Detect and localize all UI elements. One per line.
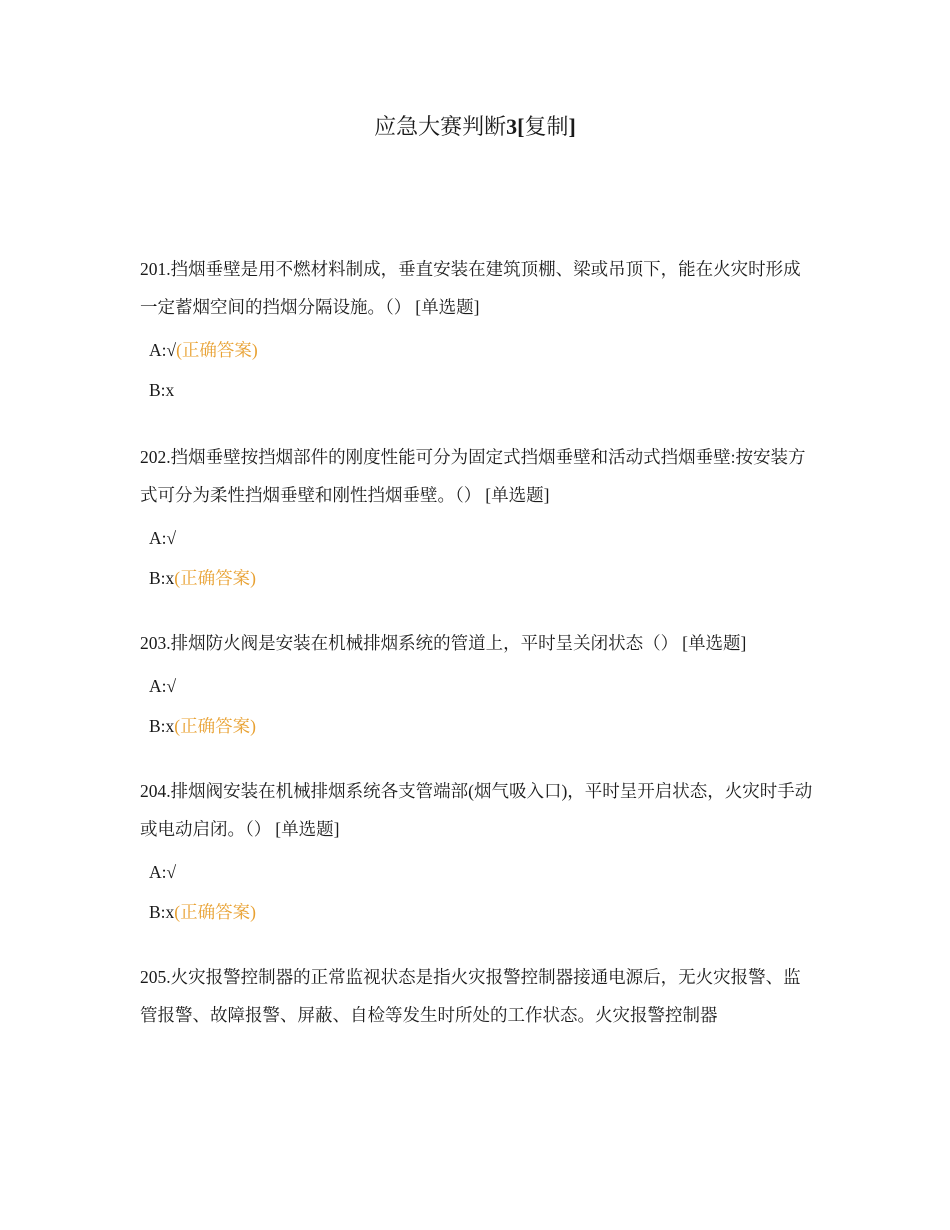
correct-answer-note: (正确答案) bbox=[174, 716, 256, 736]
option-b[interactable] bbox=[149, 892, 815, 932]
question-type-tag: [单选题] bbox=[682, 633, 747, 653]
title-prefix: 应急大赛判断 bbox=[374, 114, 507, 139]
question-text: 203.排烟防火阀是安装在机械排烟系统的管道上，平时呈关闭状态（） bbox=[140, 633, 679, 653]
option-list bbox=[149, 666, 815, 746]
title-copy-label: 复制 bbox=[524, 114, 569, 139]
option-label: A:√ bbox=[149, 528, 177, 548]
question-stem bbox=[140, 772, 815, 848]
option-b[interactable] bbox=[149, 706, 815, 746]
option-label: B:x bbox=[149, 380, 175, 400]
page-title bbox=[0, 112, 950, 142]
question-203 bbox=[140, 624, 815, 746]
option-b[interactable] bbox=[149, 370, 815, 410]
correct-answer-note: (正确答案) bbox=[176, 340, 258, 360]
question-type-tag: [单选题] bbox=[415, 297, 480, 317]
option-list bbox=[149, 330, 815, 410]
option-a[interactable] bbox=[149, 666, 815, 706]
question-text: 204.排烟阀安装在机械排烟系统各支管端部(烟气吸入口)，平时呈开启状态，火灾时手动或电动启闭。（） bbox=[140, 781, 813, 839]
question-204 bbox=[140, 772, 815, 932]
option-a[interactable] bbox=[149, 330, 815, 370]
question-text: 205.火灾报警控制器的正常监视状态是指火灾报警控制器接通电源后，无火灾报警、监管报警、故障报警、屏蔽、自检等发生时所处的工作状态。火灾报警控制器 bbox=[140, 967, 801, 1025]
option-b[interactable] bbox=[149, 558, 815, 598]
question-stem bbox=[140, 250, 815, 326]
question-stem bbox=[140, 624, 815, 662]
question-list bbox=[140, 250, 815, 1034]
option-list bbox=[149, 518, 815, 598]
correct-answer-note: (正确答案) bbox=[174, 568, 256, 588]
question-text: 202.挡烟垂壁按挡烟部件的刚度性能可分为固定式挡烟垂壁和活动式挡烟垂壁:按安装方式可分为柔性挡烟垂壁和刚性挡烟垂壁。（） bbox=[140, 447, 806, 505]
question-type-tag: [单选题] bbox=[485, 485, 550, 505]
question-202 bbox=[140, 438, 815, 598]
title-bracket: ] bbox=[568, 114, 576, 139]
question-text: 201.挡烟垂壁是用不燃材料制成，垂直安装在建筑顶棚、梁或吊顶下，能在火灾时形成一定蓄烟空间的挡烟分隔设施。（） bbox=[140, 259, 801, 317]
question-201 bbox=[140, 250, 815, 410]
option-label: B:x bbox=[149, 568, 175, 588]
title-number: 3[ bbox=[506, 114, 525, 139]
option-list bbox=[149, 852, 815, 932]
question-stem bbox=[140, 438, 815, 514]
question-stem bbox=[140, 958, 815, 1034]
question-205 bbox=[140, 958, 815, 1034]
option-a[interactable] bbox=[149, 518, 815, 558]
option-label: B:x bbox=[149, 716, 175, 736]
option-a[interactable] bbox=[149, 852, 815, 892]
option-label: A:√ bbox=[149, 676, 177, 696]
question-type-tag: [单选题] bbox=[275, 819, 340, 839]
option-label: A:√ bbox=[149, 340, 177, 360]
option-label: A:√ bbox=[149, 862, 177, 882]
correct-answer-note: (正确答案) bbox=[174, 902, 256, 922]
option-label: B:x bbox=[149, 902, 175, 922]
